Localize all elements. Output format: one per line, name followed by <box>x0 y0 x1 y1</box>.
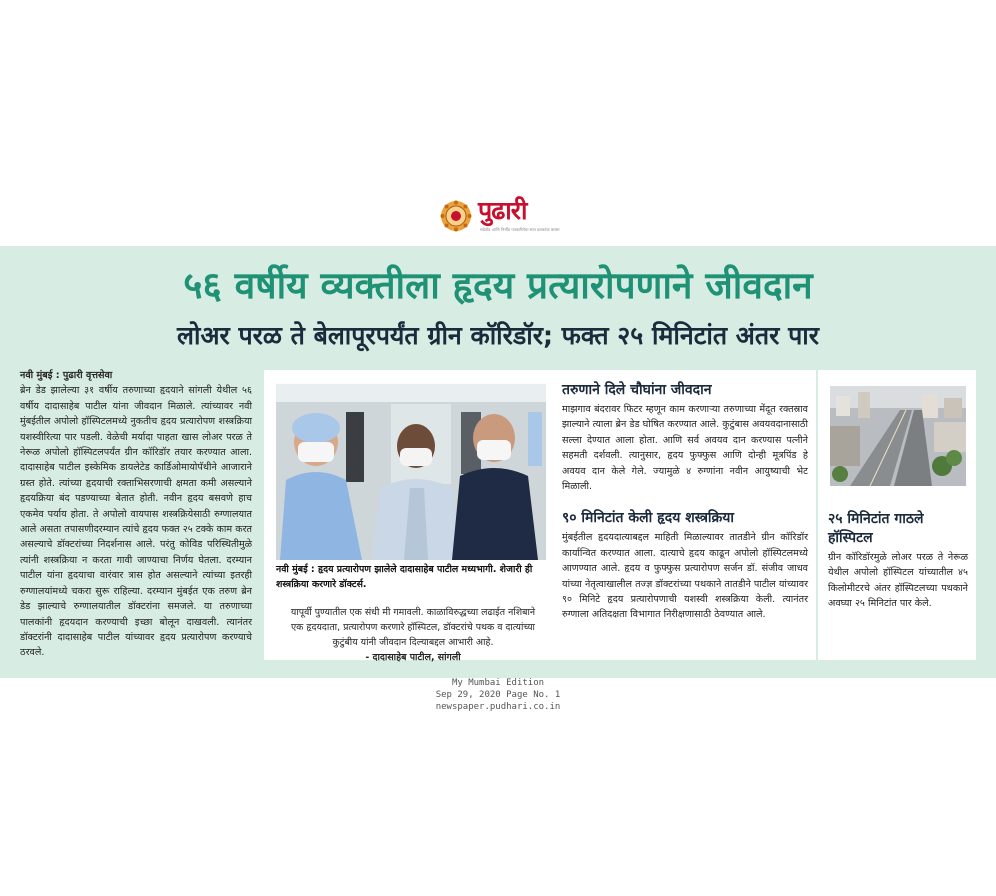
edition-date-page: Sep 29, 2020 Page No. 1 <box>435 690 561 700</box>
story-title-green-corridor: २५ मिनिटांत गाठले हॉस्पिटल <box>828 511 924 546</box>
seal-logo-icon <box>440 200 472 232</box>
main-story-body: ब्रेन डेड झालेल्या ३१ वर्षीय तरुणाच्या हृदयाने सांगली येथील ५६ वर्षीय दादासाहेब पाटील यांना जीवदान मिळाले. त्यांच्यावर नवी मुंबईतील अपोलो हॉस्पिटलमध्ये नुकतीच हृदय प्रत्यारोपण शस्त्रक्रिया यशस्वीरित्या पार पडली. वेळेची मर्यादा पाहता खास लोअर परळ ते नेरूळ अपोलो हॉस्पिटलपर्यंत ग्रीन कॉरिडॉर तयार करण्यात आला. दादासाहेब पाटील इस्केमिक डायलेटेड कार्डिओमायोपॅथीने आजाराने ग्रस्त होते. त्यांच्या हृदयाची रक्ताभिसरणाची क्षमता कमी असल्याने हृदयक्रिया बंद पडण्याच्या बेतात होती. नवीन हृदय बसवणे हाच एकमेव पर्याय होता. ते अपोलो वायपास शस्त्रक्रियेसाठी रुग्णालयात आले असता तपासणीदरम्यान त्यांचे हृदय फक्त २५ टक्के काम करत असल्याचे डॉक्टरांच्या निदर्शनास आले. परंतु कोविड परिस्थितीमुळे त्यांनी शस्त्रक्रिया न करता गावी जाण्याचा निर्णय घेतला. दरम्यान पाटील यांना हृदयाचा वारंवार त्रास होत असल्याने त्यांच्या इतरही रुग्णालयांमध्ये चकरा सुरू राहिल्या. दरम्यान मुंबईत एक तरुण ब्रेन डेड झाल्याचे रुग्णालयातील डॉक्टरांना समजले. या तरुणाच्या पालकांनी हृदयदान करण्याची इच्छा बोलून दाखवली. त्यानंतर डॉक्टरांनी दादासाहेब पाटील यांच्यावर हृदय प्रत्यारोपण करण्याचे ठरवले. <box>20 385 252 659</box>
aerial-road-photo <box>830 386 966 486</box>
photo-caption: नवी मुंबई : हृदय प्रत्यारोपण झालेले दादासाहेब पाटील मध्यभागी. शेजारी ही शस्त्रक्रिया करणारे डॉक्टर्स. <box>276 564 533 590</box>
masthead-tagline: सडेतोड आणि निर्भीड पत्रकारितेचा सात दशकांचा वारसा <box>480 227 560 232</box>
edition-site: newspaper.pudhari.co.in <box>435 702 561 712</box>
main-story <box>20 368 252 661</box>
story-title-surgery: ९० मिनिटांत केली हृदय शस्त्रक्रिया <box>562 510 735 527</box>
story-body-green-corridor: ग्रीन कॉरिडॉरमुळे लोअर परळ ते नेरूळ येथील अपोलो हॉस्पिटल यांच्यातील ४५ किलोमीटरचे अंतर हॉस्पिटलच्या पथकाने अवघ्या २५ मिनिटांत पार केले. <box>828 552 968 610</box>
dateline: नवी मुंबई : पुढारी वृत्तसेवा <box>20 370 113 381</box>
masthead <box>440 196 570 238</box>
edition-footer <box>0 677 996 713</box>
side-stories <box>554 370 816 660</box>
subheadline: लोअर परळ ते बेलापूरपर्यंत ग्रीन कॉरिडॉर; फक्त २५ मिनिटांत अंतर पार <box>177 321 819 350</box>
doctors-photo <box>276 384 546 560</box>
headline: ५६ वर्षीय व्यक्तीला हृदय प्रत्यारोपणाने जीवदान <box>183 264 813 307</box>
edition-name: My Mumbai Edition <box>451 678 545 688</box>
masthead-name: पुढारी <box>478 196 527 225</box>
story-body-surgery: मुंबईतील हृदयदात्याबद्दल माहिती मिळाल्यावर तातडीने ग्रीन कॉरिडॉर कार्यान्वित करण्यात आला. दात्याचे हृदय काढून अपोलो हॉस्पिटलमध्ये आणण्यात आले. हृदय व फुफ्फुस प्रत्यारोपण सर्जन डॉ. संजीव जाधव यांच्या नेतृत्वाखालील तज्ज्ञ डॉक्टरांच्या पथकाने तातडीने पाटील यांच्यावर ९० मिनिटे हृदय प्रत्यारोपणाची यशस्वी शस्त्रक्रिया केली. त्यानंतर रुग्णाला अतिदक्षता विभागात निरीक्षणासाठी ठेवण्यात आले. <box>562 532 808 621</box>
green-corridor-panel <box>818 370 976 660</box>
patient-quote <box>284 605 542 665</box>
story-title-donor: तरुणाने दिले चौघांना जीवदान <box>562 382 712 398</box>
quote-author: - दादासाहेब पाटील, सांगली <box>365 652 461 663</box>
quote-text: यापूर्वी पुण्यातील एक संधी मी गमावली. काळाविरुद्धच्या लढाईत नशिबाने एक हृदयदाता, प्रत्यारोपण करणारे हॉस्पिटल, डॉक्टरांचे पथक व दात्यांच्या कुटुंबीय यांनी जीवदान दिल्याबद्दल आभारी आहे. <box>290 607 536 648</box>
story-green-corridor <box>828 510 968 612</box>
story-body-donor: माझगाव बंदरावर फिटर म्हणून काम करणाऱ्या तरुणाच्या मेंदूत रक्तस्राव झाल्याने त्याला ब्रेन डेड घोषित करण्यात आले. कुटुंबास अवयवदानासाठी सल्ला देण्यात आला होता. आणि सर्व अवयव दान करण्यास पत्नीने सहमती दर्शवली. त्यानुसार, हृदय फुफ्फुस आणि दोन्ही मूत्रपिंड हे अवयव दान केले गेले. ज्यामुळे ४ रुग्णांना नवीन आयुष्याची भेट मिळाली. <box>562 404 808 493</box>
